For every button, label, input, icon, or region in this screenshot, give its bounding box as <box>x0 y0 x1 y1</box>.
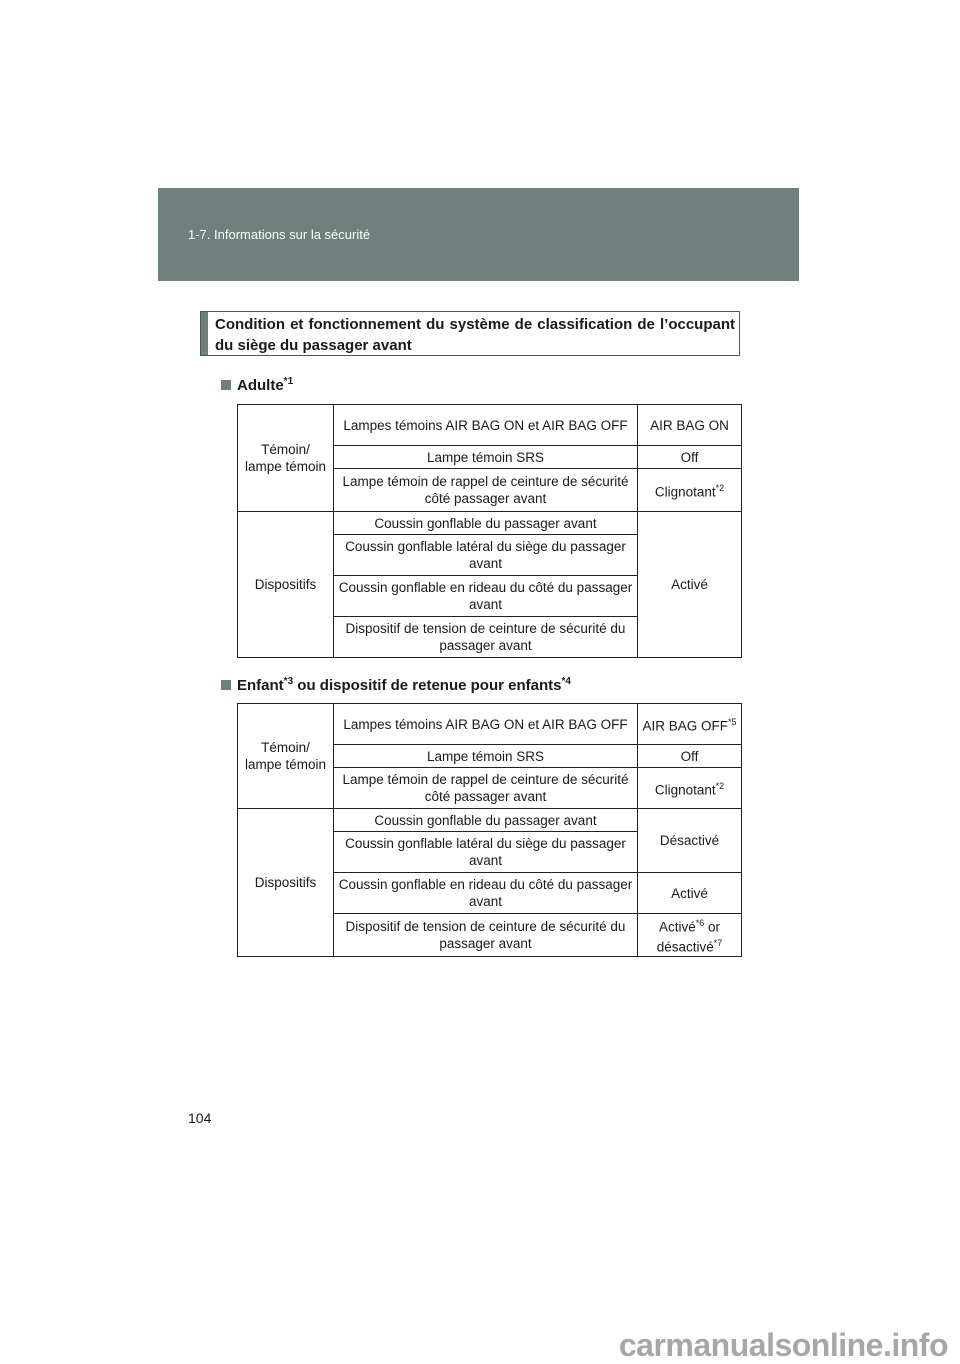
device-label: Coussin gonflable en rideau du côté du passager avant <box>334 873 638 914</box>
device-value: Activé <box>638 512 742 658</box>
device-group-label: Dispositifs <box>238 512 334 658</box>
indicator-label: Lampe témoin SRS <box>334 745 638 768</box>
indicator-label: Lampe témoin de rappel de ceinture de sécurité côté passager avant <box>334 768 638 809</box>
watermark: carmanualsonline.info <box>618 1327 948 1363</box>
square-bullet-icon <box>221 680 231 690</box>
device-label: Coussin gonflable en rideau du côté du passager avant <box>334 576 638 617</box>
device-value: Désactivé <box>638 809 742 873</box>
square-bullet-icon <box>221 380 231 390</box>
device-label: Dispositif de tension de ceinture de sécurité du passager avant <box>334 914 638 957</box>
device-value: Activé <box>638 873 742 914</box>
table-row <box>238 809 742 832</box>
section-title: Condition et fonctionnement du système de classification de l’occupant du siège du passager avant <box>215 316 735 354</box>
adult-heading: Adulte$^{*1}$ <box>221 373 293 395</box>
table-row <box>238 405 742 446</box>
child-heading: Enfant$^{*3}$ ou dispositif de retenue pour enfants$^{*4}$ <box>221 673 571 695</box>
indicator-label: Lampes témoins AIR BAG ON et AIR BAG OFF <box>334 405 638 446</box>
section-heading-box <box>200 311 740 356</box>
table-row <box>238 512 742 535</box>
device-label: Coussin gonflable latéral du siège du passager avant <box>334 832 638 873</box>
device-group-label: Dispositifs <box>238 809 334 957</box>
adult-table <box>237 404 742 658</box>
indicator-value: Clignotant$^{*2}$ <box>638 768 742 809</box>
page-number: 104 <box>188 1110 212 1126</box>
indicator-value: AIR BAG ON <box>638 405 742 446</box>
indicator-value: Off <box>638 745 742 768</box>
chapter-title: 1-7. Informations sur la sécurité <box>188 227 371 242</box>
table-row <box>238 704 742 745</box>
indicator-label: Lampes témoins AIR BAG ON et AIR BAG OFF <box>334 704 638 745</box>
device-value: Activé$^{*6}$ or désactivé$^{*7}$ <box>638 914 742 957</box>
device-label: Coussin gonflable du passager avant <box>334 809 638 832</box>
device-label: Coussin gonflable du passager avant <box>334 512 638 535</box>
device-label: Dispositif de tension de ceinture de sécurité du passager avant <box>334 617 638 658</box>
section-accent-bar <box>201 312 208 355</box>
indicator-value: Clignotant$^{*2}$ <box>638 469 742 512</box>
indicator-label: Lampe témoin SRS <box>334 446 638 469</box>
indicator-group-label: Témoin/ lampe témoin <box>238 405 334 512</box>
indicator-group-label: Témoin/ lampe témoin <box>238 704 334 809</box>
child-table <box>237 703 742 957</box>
indicator-value: Off <box>638 446 742 469</box>
indicator-label: Lampe témoin de rappel de ceinture de sécurité côté passager avant <box>334 469 638 512</box>
indicator-value: AIR BAG OFF$^{*5}$ <box>638 704 742 745</box>
device-label: Coussin gonflable latéral du siège du passager avant <box>334 535 638 576</box>
chapter-header <box>158 188 799 281</box>
